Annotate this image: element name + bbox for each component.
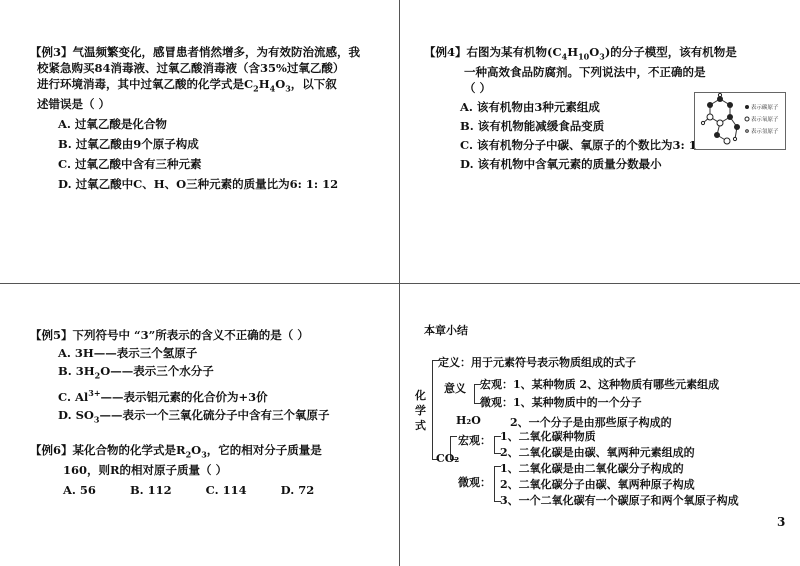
q3-stem-line2: 校紧急购买84消毒液、过氧乙酸消毒液（含35%过氧乙酸） bbox=[37, 61, 345, 75]
q3-stem-line3: 进行环境消毒，其中过氧乙酸的化学式是$C_2H_4O_3$，以下叙 bbox=[37, 77, 337, 94]
legend-carbon: 表示碳原子 bbox=[751, 105, 779, 111]
macro2-line-1: 1、二氧化碳种物质 bbox=[500, 430, 596, 443]
molecule-diagram bbox=[695, 93, 785, 149]
definition-line: 定义：用于元素符号表示物质组成的式子 bbox=[438, 356, 636, 369]
example-6 bbox=[30, 442, 390, 498]
q6-option-c: C. 114 bbox=[205, 483, 247, 498]
macro2-line-2: 2、二氧化碳是由碳、氧两种元素组成的 bbox=[500, 446, 695, 459]
q3-option-a: A. 过氧乙酸是化合物 bbox=[58, 117, 167, 132]
chapter-summary bbox=[410, 322, 795, 512]
q5-option-a: A. 3H——表示三个氢原子 bbox=[58, 346, 198, 360]
q5-option-d: D. $SO_3——$表示一个三氧化硫分子中含有三个氧原子 bbox=[58, 408, 330, 425]
q6-stem-line2: 160，则R的相对原子质量（ ） bbox=[63, 463, 228, 478]
micro2-line-1: 1、二氧化碳是由二氧化碳分子构成的 bbox=[500, 462, 684, 475]
page-number: 3 bbox=[777, 515, 786, 529]
example-3 bbox=[30, 44, 390, 192]
meaning-brace bbox=[474, 384, 475, 404]
q5-option-c: C. $Al^{3+}——$表示铝元素的化合价为+3价 bbox=[58, 388, 268, 405]
q4-option-a: A. 该有机物由3种元素组成 bbox=[460, 100, 600, 115]
q5-stem: 【例5】下列符号中 “3”所表示的含义不正确的是（ ） bbox=[30, 328, 309, 342]
q6-option-a: A. 56 bbox=[63, 483, 96, 498]
micro-line-1: 微观：1、某种物质中的一个分子 bbox=[480, 396, 642, 409]
macro2-label: 宏观： bbox=[458, 434, 491, 447]
micro2-brace bbox=[494, 466, 495, 502]
q6-option-d: D. 72 bbox=[280, 483, 315, 498]
q6-option-b: B. 112 bbox=[129, 483, 172, 498]
meaning-label: 意义 bbox=[444, 382, 466, 395]
co2-label: CO₂ bbox=[436, 452, 460, 465]
q5-option-b: B. $3H_2O——$表示三个水分子 bbox=[58, 364, 214, 381]
q6-stem-line1: 【例6】某化合物的化学式是$R_2O_3$，它的相对分子质量是 bbox=[30, 443, 322, 460]
micro-line-1-2: 2、一个分子是由那些原子构成的 bbox=[510, 416, 672, 429]
example-4 bbox=[424, 44, 737, 172]
legend-oxygen: 表示氧原子 bbox=[751, 117, 779, 123]
molecule-model-image bbox=[694, 92, 786, 150]
macro-line-1: 宏观：1、某种物质 2、这种物质有哪些元素组成 bbox=[480, 378, 720, 391]
q4-option-b: B. 该有机物能减缓食品变质 bbox=[460, 119, 605, 134]
q4-stem-line2: 一种高效食品防腐剂。下列说法中，不正确的是 bbox=[464, 65, 706, 80]
legend-hydrogen: 表示氢原子 bbox=[751, 129, 779, 135]
q3-stem-line1: 【例3】气温频繁变化，感冒患者悄然增多，为有效防治流感，我 bbox=[30, 45, 361, 59]
q3-stem-line4: 述错误是（ ） bbox=[37, 97, 111, 112]
h2o-label: H₂O bbox=[456, 414, 481, 427]
example-5 bbox=[30, 327, 390, 427]
micro2-label: 微观： bbox=[458, 476, 491, 489]
macro2-brace bbox=[494, 436, 495, 454]
micro2-line-2: 2、二氧化碳分子由碳、氧两种原子构成 bbox=[500, 478, 695, 491]
micro2-line-3: 3、一个二氧化碳有一个碳原子和两个氧原子构成 bbox=[500, 494, 739, 507]
summary-title: 本章小结 bbox=[424, 324, 468, 337]
q4-stem-line3: （ ） bbox=[464, 81, 492, 96]
q4-option-c: C. 该有机物分子中碳、氧原子的个数比为3: 1 bbox=[460, 138, 697, 153]
q6-options bbox=[30, 482, 390, 498]
q4-stem-line1: 【例4】右图为某有机物$(C_4H_{10}O_3)$的分子模型，该有机物是 bbox=[424, 45, 737, 62]
summary-vertical-label: 化 学 式 bbox=[415, 389, 426, 432]
q3-option-d: D. 过氧乙酸中C、H、O三种元素的质量比为6: 1: 12 bbox=[58, 177, 339, 192]
q4-option-d: D. 该有机物中含氧元素的质量分数最小 bbox=[460, 157, 662, 172]
q3-option-c: C. 过氧乙酸中含有三种元素 bbox=[58, 157, 202, 172]
main-brace bbox=[432, 360, 433, 460]
horizontal-divider bbox=[0, 283, 800, 284]
q3-option-b: B. 过氧乙酸由9个原子构成 bbox=[58, 137, 199, 152]
